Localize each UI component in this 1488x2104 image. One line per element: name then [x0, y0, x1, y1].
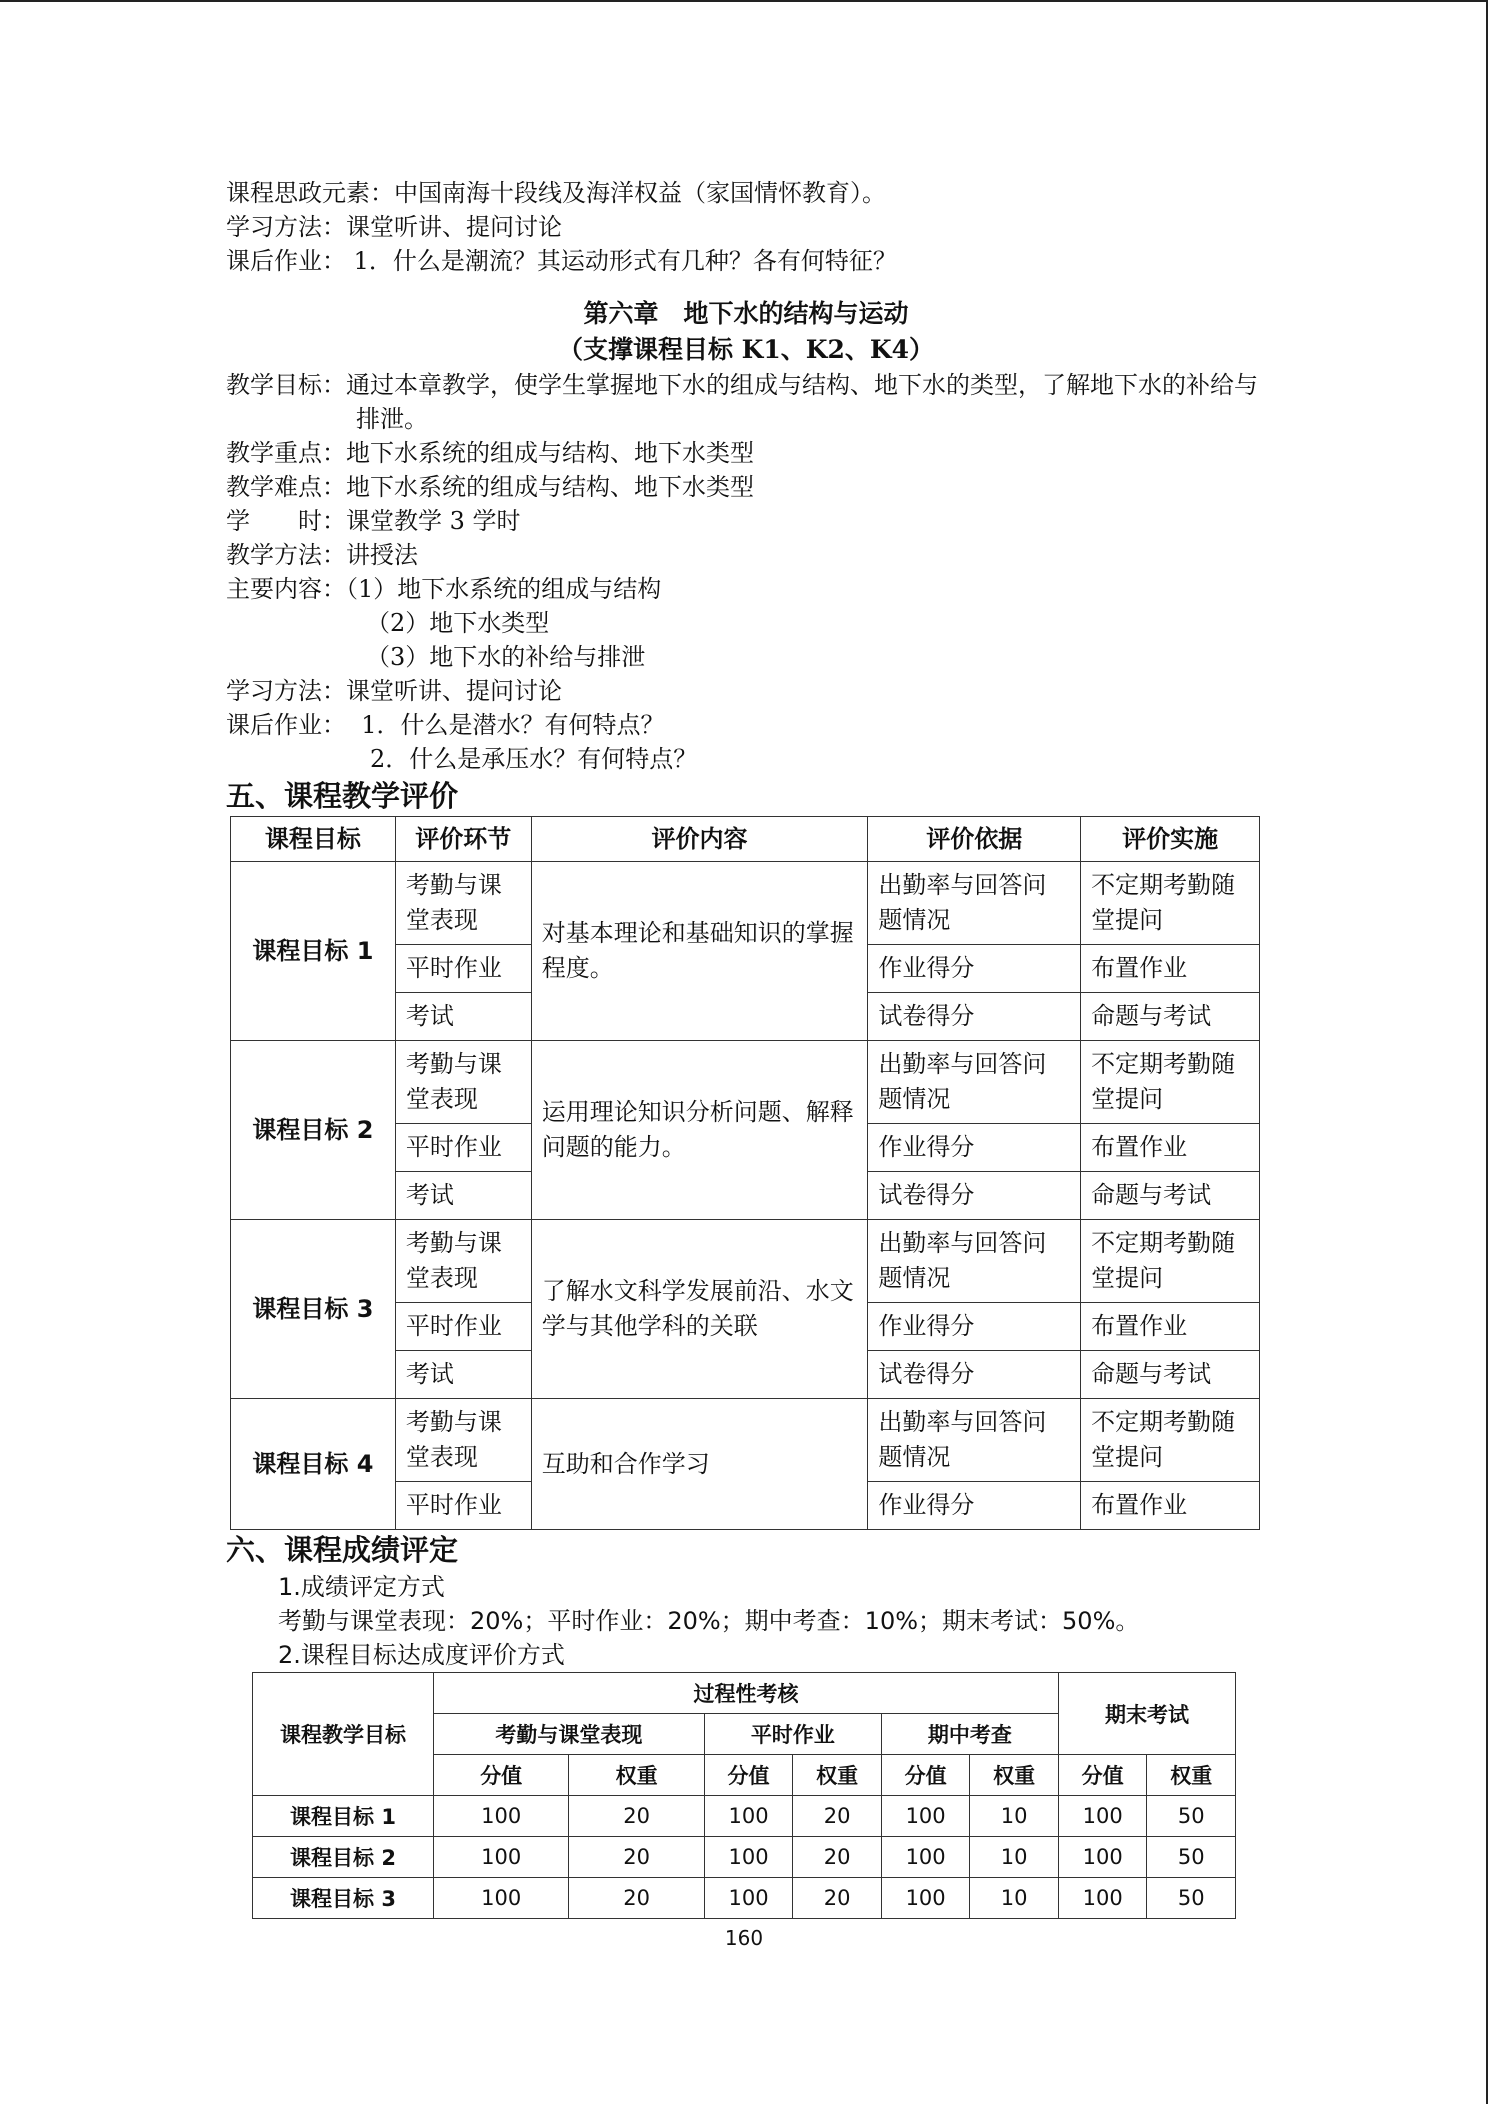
basis-cell: 作业得分: [868, 1303, 1081, 1351]
page-number: 160: [724, 1926, 764, 1950]
homework-label: 课后作业：: [226, 711, 346, 739]
key-points: 教学重点：地下水系统的组成与结构、地下水类型: [226, 439, 754, 467]
stage-cell: 平时作业: [395, 1482, 531, 1530]
table-row: [253, 1837, 1236, 1878]
content-cell: 了解水文科学发展前沿、水文学与其他学科的关联: [531, 1220, 868, 1399]
document-content: [226, 176, 1266, 1919]
impl-cell: 不定期考勤随堂提问: [1081, 862, 1260, 945]
basis-cell: 出勤率与回答问题情况: [868, 862, 1081, 945]
table-header: 过程性考核: [434, 1673, 1059, 1714]
basis-cell: 出勤率与回答问题情况: [868, 1041, 1081, 1124]
content-cell: 对基本理论和基础知识的掌握程度。: [531, 862, 868, 1041]
chapter-study-method: 学习方法：课堂听讲、提问讨论: [226, 677, 562, 705]
impl-cell: 布置作业: [1081, 945, 1260, 993]
homework-item: 2．什么是承压水？有何特点？: [370, 745, 698, 773]
table-header: 评价内容: [531, 817, 868, 862]
table-header: 分值: [881, 1755, 970, 1796]
goal-cell: 课程目标 1: [253, 1796, 434, 1837]
stage-cell: 考试: [395, 1351, 531, 1399]
main-content-item: （1）地下水系统的组成与结构: [346, 575, 662, 603]
goal-cell: 课程目标 3: [231, 1220, 396, 1399]
value-cell: 100: [881, 1837, 970, 1878]
value-cell: 100: [434, 1878, 569, 1919]
table-header: 权重: [970, 1755, 1059, 1796]
stage-cell: 平时作业: [395, 945, 531, 993]
table-header: 评价环节: [395, 817, 531, 862]
table-header-row: [231, 817, 1260, 862]
main-content-item: （3）地下水的补给与排泄: [366, 643, 646, 671]
table-header: 权重: [793, 1755, 882, 1796]
value-cell: 100: [434, 1837, 569, 1878]
section-title-grading: 六、课程成绩评定: [226, 1533, 459, 1567]
table-row: [253, 1878, 1236, 1919]
table-row: [253, 1796, 1236, 1837]
stage-cell: 考勤与课堂表现: [395, 1041, 531, 1124]
achievement-table: [252, 1672, 1236, 1919]
main-content-1: [226, 572, 1266, 606]
value-cell: 100: [1058, 1878, 1147, 1919]
grading-weights: 考勤与课堂表现：20%；平时作业：20%；期中考查：10%；期末考试：50%。: [278, 1607, 1140, 1635]
value-cell: 20: [569, 1837, 704, 1878]
goal-cell: 课程目标 1: [231, 862, 396, 1041]
table-header-row: [253, 1673, 1236, 1714]
value-cell: 100: [881, 1878, 970, 1919]
main-content-item: （2）地下水类型: [366, 609, 550, 637]
stage-cell: 考勤与课堂表现: [395, 1399, 531, 1482]
table-header: 课程目标: [231, 817, 396, 862]
stage-cell: 考试: [395, 993, 531, 1041]
goal-cell: 课程目标 2: [231, 1041, 396, 1220]
table-header: 课程教学目标: [253, 1673, 434, 1796]
impl-cell: 命题与考试: [1081, 993, 1260, 1041]
grading-subtitle-2: 2.课程目标达成度评价方式: [278, 1641, 565, 1669]
basis-cell: 作业得分: [868, 1482, 1081, 1530]
value-cell: 10: [970, 1796, 1059, 1837]
table-header: 权重: [1147, 1755, 1236, 1796]
basis-cell: 出勤率与回答问题情况: [868, 1399, 1081, 1482]
stage-cell: 考勤与课堂表现: [395, 862, 531, 945]
table-header: 评价实施: [1081, 817, 1260, 862]
table-header: 考勤与课堂表现: [434, 1714, 705, 1755]
section-title-evaluation: 五、课程教学评价: [226, 779, 459, 813]
chapter-subtitle: （支撑课程目标 K1、K2、K4）: [557, 335, 935, 364]
goal-cell: 课程目标 2: [253, 1837, 434, 1878]
value-cell: 10: [970, 1878, 1059, 1919]
value-cell: 50: [1147, 1796, 1236, 1837]
stage-cell: 考勤与课堂表现: [395, 1220, 531, 1303]
stage-cell: 考试: [395, 1172, 531, 1220]
value-cell: 20: [569, 1796, 704, 1837]
impl-cell: 命题与考试: [1081, 1351, 1260, 1399]
stage-cell: 平时作业: [395, 1303, 531, 1351]
value-cell: 100: [704, 1878, 793, 1919]
homework-item: 1．什么是潜水？有何特点？: [361, 711, 665, 739]
basis-cell: 作业得分: [868, 1124, 1081, 1172]
basis-cell: 试卷得分: [868, 1172, 1081, 1220]
value-cell: 10: [970, 1837, 1059, 1878]
table-row: [231, 862, 1260, 945]
value-cell: 50: [1147, 1878, 1236, 1919]
impl-cell: 不定期考勤随堂提问: [1081, 1041, 1260, 1124]
homework-line: 课后作业： 1．什么是潮流？其运动形式有几种？各有何特征？: [226, 247, 897, 275]
chapter-homework-1: [226, 708, 1266, 742]
grading-subtitle-1: 1.成绩评定方式: [278, 1573, 445, 1601]
table-row: [231, 1399, 1260, 1482]
table-header: 分值: [1058, 1755, 1147, 1796]
main-content-label: 主要内容：: [226, 575, 346, 603]
table-header: 评价依据: [868, 817, 1081, 862]
chapter-title: 第六章 地下水的结构与运动: [583, 299, 909, 328]
impl-cell: 布置作业: [1081, 1303, 1260, 1351]
goal-cell: 课程目标 3: [253, 1878, 434, 1919]
value-cell: 100: [704, 1796, 793, 1837]
value-cell: 20: [793, 1878, 882, 1919]
value-cell: 20: [793, 1796, 882, 1837]
table-header: 期末考试: [1058, 1673, 1235, 1755]
basis-cell: 出勤率与回答问题情况: [868, 1220, 1081, 1303]
value-cell: 20: [793, 1837, 882, 1878]
teaching-goal: 教学目标：通过本章教学，使学生掌握地下水的组成与结构、地下水的类型，了解地下水的补给与排泄。: [226, 371, 1258, 433]
table-header: 分值: [704, 1755, 793, 1796]
value-cell: 100: [1058, 1837, 1147, 1878]
teaching-method: 教学方法：讲授法: [226, 541, 418, 569]
evaluation-table: [230, 816, 1260, 1530]
impl-cell: 布置作业: [1081, 1124, 1260, 1172]
impl-cell: 布置作业: [1081, 1482, 1260, 1530]
table-row: [231, 1220, 1260, 1303]
content-cell: 运用理论知识分析问题、解释问题的能力。: [531, 1041, 868, 1220]
value-cell: 100: [434, 1796, 569, 1837]
basis-cell: 试卷得分: [868, 993, 1081, 1041]
stage-cell: 平时作业: [395, 1124, 531, 1172]
value-cell: 100: [704, 1837, 793, 1878]
difficulties: 教学难点：地下水系统的组成与结构、地下水类型: [226, 473, 754, 501]
value-cell: 20: [569, 1878, 704, 1919]
basis-cell: 试卷得分: [868, 1351, 1081, 1399]
table-header: 期中考查: [881, 1714, 1058, 1755]
class-hours: 学 时：课堂教学 3 学时: [226, 507, 521, 535]
goal-cell: 课程目标 4: [231, 1399, 396, 1530]
value-cell: 50: [1147, 1837, 1236, 1878]
impl-cell: 不定期考勤随堂提问: [1081, 1220, 1260, 1303]
value-cell: 100: [881, 1796, 970, 1837]
study-method-line: 学习方法：课堂听讲、提问讨论: [226, 213, 562, 241]
impl-cell: 命题与考试: [1081, 1172, 1260, 1220]
table-header: 平时作业: [704, 1714, 881, 1755]
value-cell: 100: [1058, 1796, 1147, 1837]
content-cell: 互助和合作学习: [531, 1399, 868, 1530]
ideology-line: 课程思政元素：中国南海十段线及海洋权益（家国情怀教育）。: [226, 179, 886, 207]
impl-cell: 不定期考勤随堂提问: [1081, 1399, 1260, 1482]
basis-cell: 作业得分: [868, 945, 1081, 993]
table-header: 权重: [569, 1755, 704, 1796]
table-row: [231, 1041, 1260, 1124]
table-header: 分值: [434, 1755, 569, 1796]
